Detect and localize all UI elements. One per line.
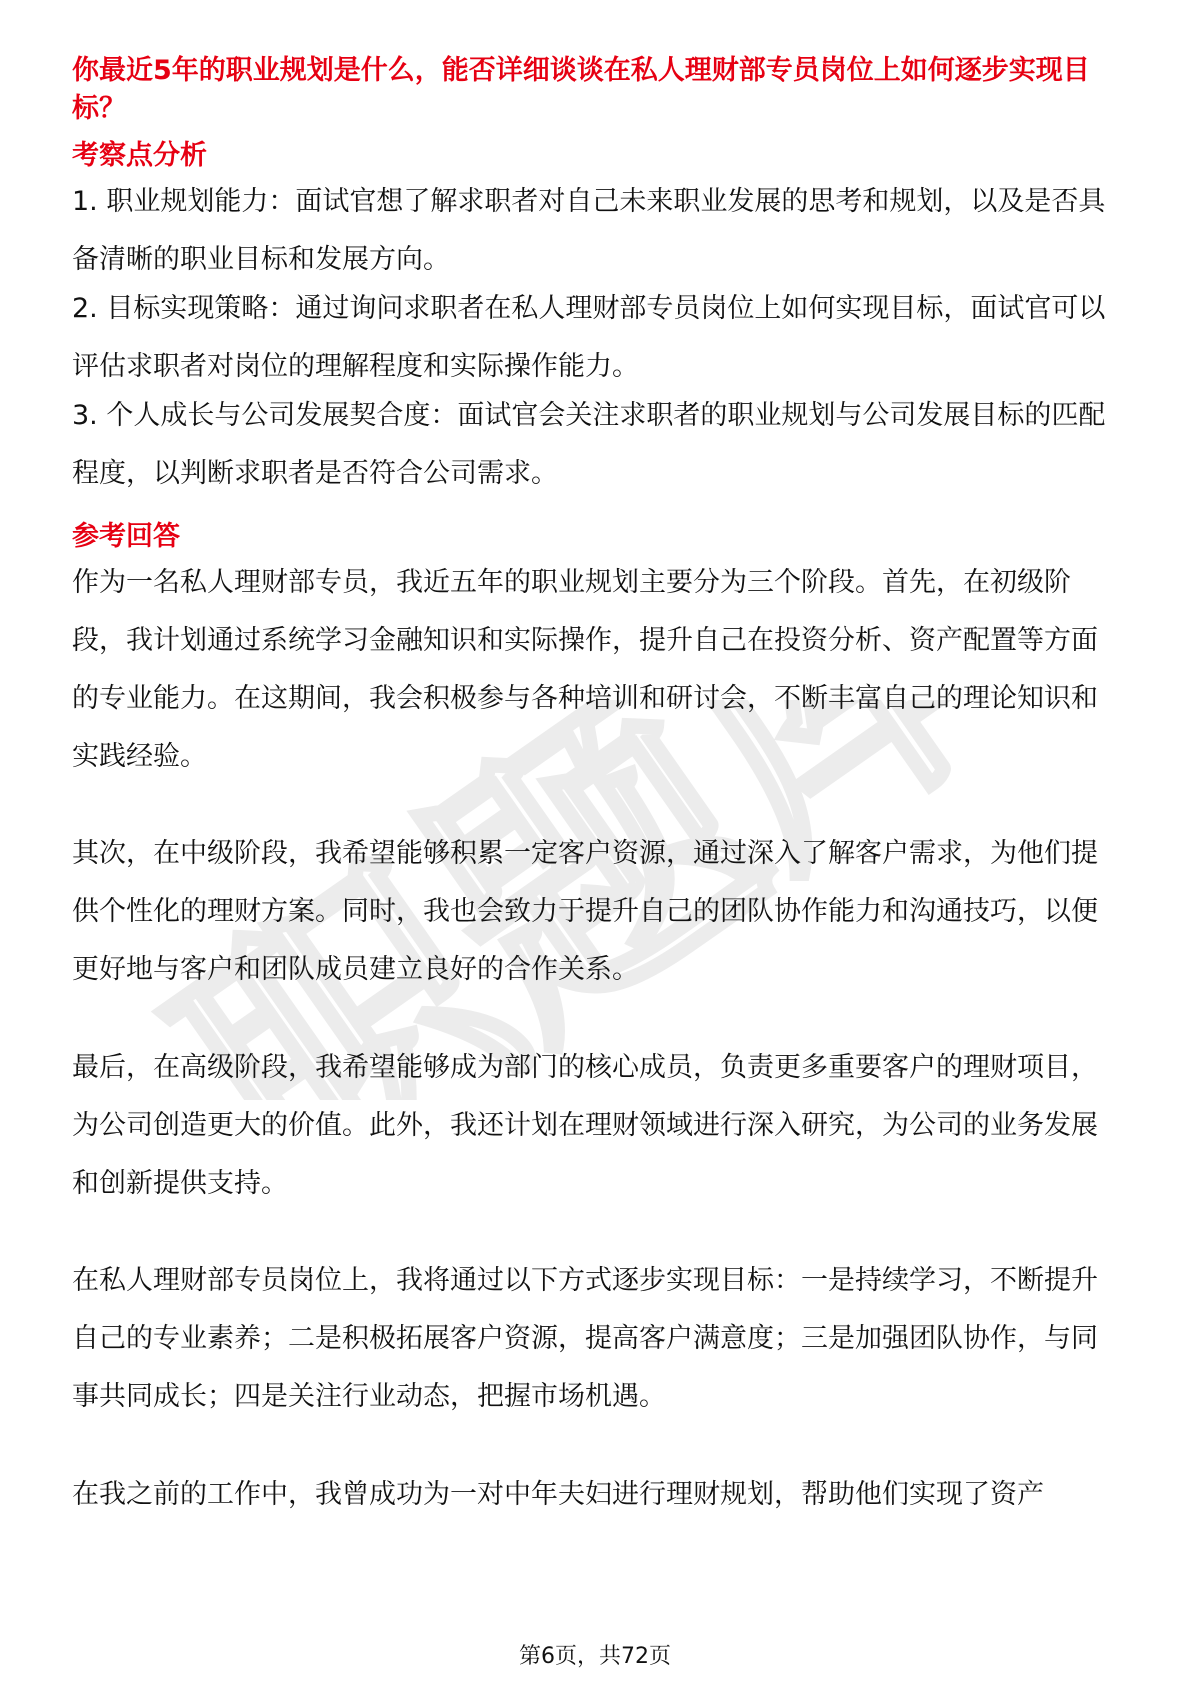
analysis-point-3: 3. 个人成长与公司发展契合度：面试官会关注求职者的职业规划与公司发展目标的匹配程度，以判断求职者是否符合公司需求。: [72, 400, 1106, 489]
page-number-footer: 第6页，共72页: [519, 1644, 671, 1669]
answer-paragraph-2: 其次，在中级阶段，我希望能够积累一定客户资源，通过深入了解客户需求，为他们提供个性化的理财方案。同时，我也会致力于提升自己的团队协作能力和沟通技巧，以便更好地与客户和团队成员建立良好的合作关系。: [72, 838, 1098, 985]
analysis-point-1: 1. 职业规划能力：面试官想了解求职者对自己未来职业发展的思考和规划，以及是否具备清晰的职业目标和发展方向。: [72, 186, 1106, 275]
analysis-point-2: 2. 目标实现策略：通过询问求职者在私人理财部专员岗位上如何实现目标，面试官可以评估求职者对岗位的理解程度和实际操作能力。: [72, 293, 1106, 382]
question-title: 你最近5年的职业规划是什么，能否详细谈谈在私人理财部专员岗位上如何逐步实现目标？: [72, 55, 1090, 124]
answer-paragraph-5: 在我之前的工作中，我曾成功为一对中年夫妇进行理财规划，帮助他们实现了资产: [72, 1479, 1044, 1510]
answer-paragraph-1: 作为一名私人理财部专员，我近五年的职业规划主要分为三个阶段。首先，在初级阶段，我计划通过系统学习金融知识和实际操作，提升自己在投资分析、资产配置等方面的专业能力。在这期间，我会积极参与各种培训和研讨会，不断丰富自己的理论知识和实践经验。: [72, 567, 1098, 772]
answer-heading: 参考回答: [72, 521, 180, 552]
answer-paragraph-4: 在私人理财部专员岗位上，我将通过以下方式逐步实现目标：一是持续学习，不断提升自己的专业素养；二是积极拓展客户资源，提高客户满意度；三是加强团队协作，与同事共同成长；四是关注行业动态，把握市场机遇。: [72, 1265, 1098, 1412]
answer-paragraph-3: 最后，在高级阶段，我希望能够成为部门的核心成员，负责更多重要客户的理财项目，为公司创造更大的价值。此外，我还计划在理财领域进行深入研究，为公司的业务发展和创新提供支持。: [72, 1052, 1098, 1199]
analysis-heading: 考察点分析: [72, 140, 207, 171]
